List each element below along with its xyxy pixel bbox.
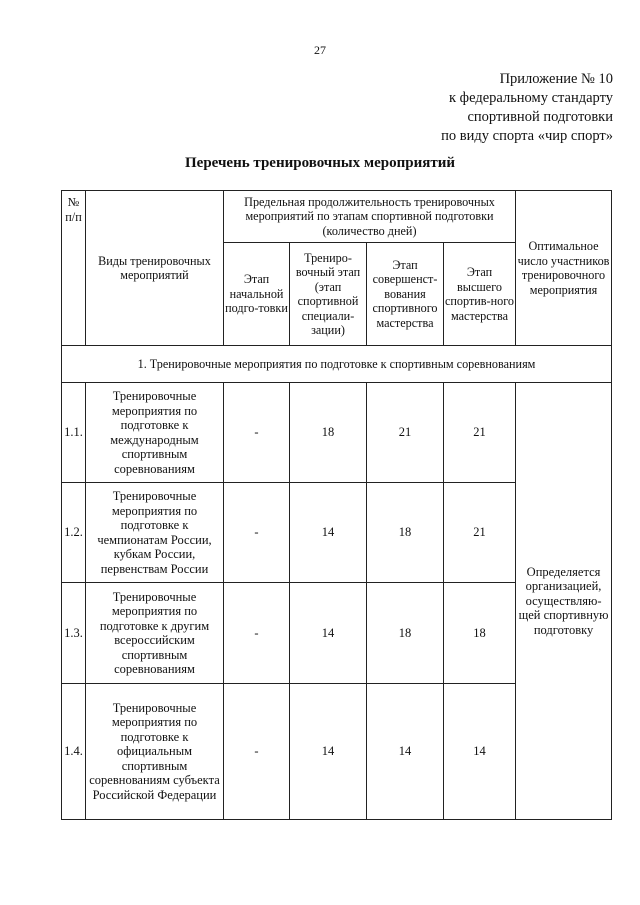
row-training-days: 14 <box>290 483 367 583</box>
annex-line-1: Приложение № 10 <box>499 71 613 87</box>
page-number: 27 <box>314 43 326 57</box>
training-events-table <box>61 190 612 820</box>
annex-line-3: спортивной подготовки <box>467 109 613 125</box>
row-number: 1.2. <box>62 483 86 583</box>
header-duration-group: Предельная продолжительность тренировочных мероприятий по этапам спортивной подготовки (количество дней) <box>224 191 516 243</box>
row-improvement-days: 21 <box>367 383 444 483</box>
participants-note: Определяется организацией, осуществляю-щей спортивную подготовку <box>516 383 612 820</box>
header-stage-training: Трениро-вочный этап (этап спортивной специали-зации) <box>290 243 367 346</box>
header-stage-highest: Этап высшего спортив-ного мастерства <box>444 243 516 346</box>
header-event-type: Виды тренировочных мероприятий <box>86 191 224 346</box>
row-initial-days: - <box>224 383 290 483</box>
row-improvement-days: 18 <box>367 583 444 684</box>
row-training-days: 18 <box>290 383 367 483</box>
table-row <box>62 383 612 483</box>
header-stage-initial: Этап начальной подго-товки <box>224 243 290 346</box>
row-number: 1.1. <box>62 383 86 483</box>
section-title: 1. Тренировочные мероприятия по подготовке к спортивным соревнованиям <box>62 346 612 383</box>
row-number: 1.4. <box>62 684 86 820</box>
row-improvement-days: 14 <box>367 684 444 820</box>
row-highest-days: 21 <box>444 483 516 583</box>
row-initial-days: - <box>224 684 290 820</box>
header-stage-improvement: Этап совершенст-вования спортивного мастерства <box>367 243 444 346</box>
document-title: Перечень тренировочных мероприятий <box>185 155 455 171</box>
row-event-name: Тренировочные мероприятия по подготовке к другим всероссийским спортивным соревнованиям <box>86 583 224 684</box>
header-number: № п/п <box>62 191 86 346</box>
row-improvement-days: 18 <box>367 483 444 583</box>
row-event-name: Тренировочные мероприятия по подготовке к чемпионатам России, кубкам России, первенствам России <box>86 483 224 583</box>
row-initial-days: - <box>224 483 290 583</box>
row-highest-days: 14 <box>444 684 516 820</box>
row-training-days: 14 <box>290 583 367 684</box>
row-event-name: Тренировочные мероприятия по подготовке к официальным спортивным соревнованиям субъекта Российской Федерации <box>86 684 224 820</box>
row-event-name: Тренировочные мероприятия по подготовке к международным спортивным соревнованиям <box>86 383 224 483</box>
annex-block <box>441 70 613 146</box>
header-participants: Оптимальное число участников тренировочного мероприятия <box>516 191 612 346</box>
row-highest-days: 18 <box>444 583 516 684</box>
row-initial-days: - <box>224 583 290 684</box>
row-training-days: 14 <box>290 684 367 820</box>
annex-line-4: по виду спорта «чир спорт» <box>441 128 613 144</box>
row-highest-days: 21 <box>444 383 516 483</box>
row-number: 1.3. <box>62 583 86 684</box>
annex-line-2: к федеральному стандарту <box>449 90 613 106</box>
